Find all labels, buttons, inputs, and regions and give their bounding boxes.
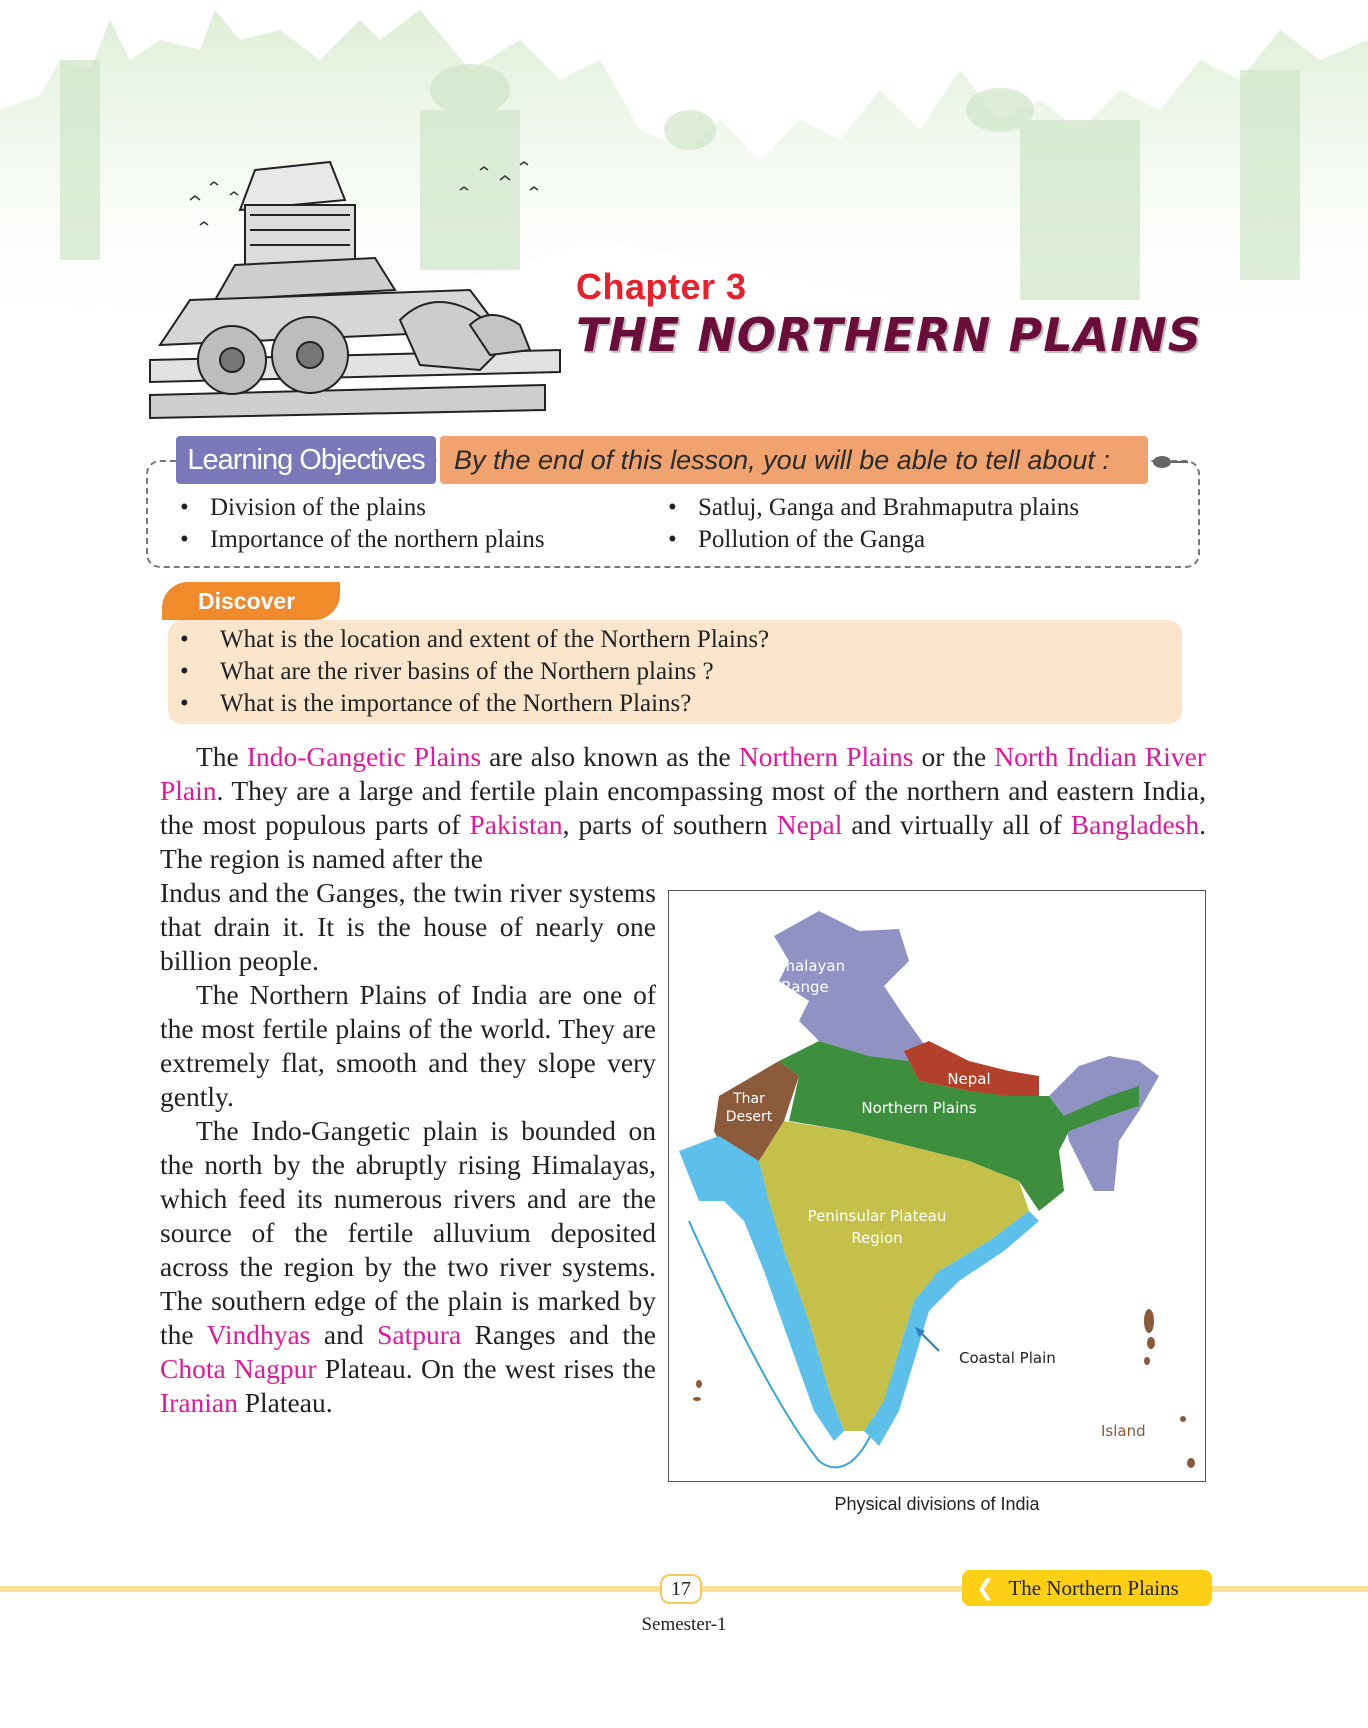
paragraph-boundaries: The Indo-Gangetic plain is bounded on the north by the abruptly rising Himalayas, which feed its numerous rivers and are the source of the fertile alluvium deposited across the region by the two river systems. The southern edge of the plain is marked by the Vindhyas and Satpura Ranges and the Chota Nagpur Plateau. On the west rises the Iranian Plateau.: [160, 1115, 656, 1418]
section-title: The Northern Plains: [1008, 1575, 1179, 1600]
term-link: Bangladesh: [1070, 809, 1200, 840]
paragraph-intro: The Indo-Gangetic Plains are also known as the Northern Plains or the North Indian River Plain. They are a large and fertile plain encompassing most of the northern and eastern India, the most populous parts of Pakistan, parts of southern Nepal and virtually all of Bangladesh. The region is named after the: [160, 741, 1206, 874]
objectives-list-left: [180, 492, 545, 556]
objective-item: • Division of the plains: [180, 492, 545, 524]
discover-question: • What are the river basins of the Northern plains ?: [180, 656, 769, 688]
term-link: Nepal: [776, 809, 843, 840]
semester-label: Semester-1: [641, 1614, 727, 1635]
term-link: Satpura: [377, 1319, 462, 1350]
label-nepal: Nepal: [947, 1070, 991, 1088]
label-northern-plains: Northern Plains: [861, 1099, 977, 1117]
discover-questions: [180, 624, 769, 720]
header-illustration: [0, 0, 1368, 430]
term-link: Vindhyas: [206, 1319, 311, 1350]
term-link: Northern Plains: [738, 741, 914, 772]
label-region: Region: [851, 1229, 903, 1247]
label-coastal-plain: Coastal Plain: [959, 1349, 1056, 1367]
paragraph-fertile: The Northern Plains of India are one of the most fertile plains of the world. They are extremely flat, smooth and they slope very gently.: [160, 979, 656, 1112]
discover-label: Discover: [162, 582, 340, 620]
map-caption: Physical divisions of India: [834, 1494, 1040, 1514]
chevron-left-icon: ❮: [976, 1575, 995, 1601]
objectives-list-right: [668, 492, 1079, 556]
paragraph-intro-continued: Indus and the Ganges, the twin river systems that drain it. It is the house of nearly one billion people.: [160, 877, 656, 976]
discover-question: • What is the location and extent of the Northern Plains?: [180, 624, 769, 656]
learning-objectives-intro: By the end of this lesson, you will be able to tell about :: [440, 436, 1148, 484]
term-link: Indo-Gangetic Plains: [246, 741, 482, 772]
label-desert: Desert: [725, 1109, 773, 1125]
objective-item: • Importance of the northern plains: [180, 524, 545, 556]
label-himalayan: Himalayan: [764, 957, 846, 975]
india-physical-map: [668, 890, 1206, 1482]
pin-icon: [1150, 452, 1190, 472]
label-island: Island: [1101, 1422, 1146, 1440]
chapter-title: THE NORTHERN PLAINS: [576, 308, 1202, 362]
label-peninsular: Peninsular Plateau: [807, 1207, 947, 1225]
objective-item: • Satluj, Ganga and Brahmaputra plains: [668, 492, 1079, 524]
term-link: Iranian: [160, 1387, 238, 1418]
chapter-number: Chapter 3: [576, 266, 747, 307]
page-number: 17: [660, 1574, 702, 1604]
islands: [693, 1309, 1195, 1468]
objective-item: • Pollution of the Ganga: [668, 524, 1079, 556]
section-title-tab: [962, 1570, 1212, 1606]
label-range: Range: [781, 978, 829, 996]
learning-objectives-label: Learning Objectives: [176, 436, 436, 484]
label-thar: Thar: [733, 1091, 765, 1107]
discover-question: • What is the importance of the Northern Plains?: [180, 688, 769, 720]
term-link: Chota Nagpur: [160, 1353, 317, 1384]
term-link: North Indian River Plain: [160, 741, 1206, 806]
term-link: Pakistan: [469, 809, 563, 840]
